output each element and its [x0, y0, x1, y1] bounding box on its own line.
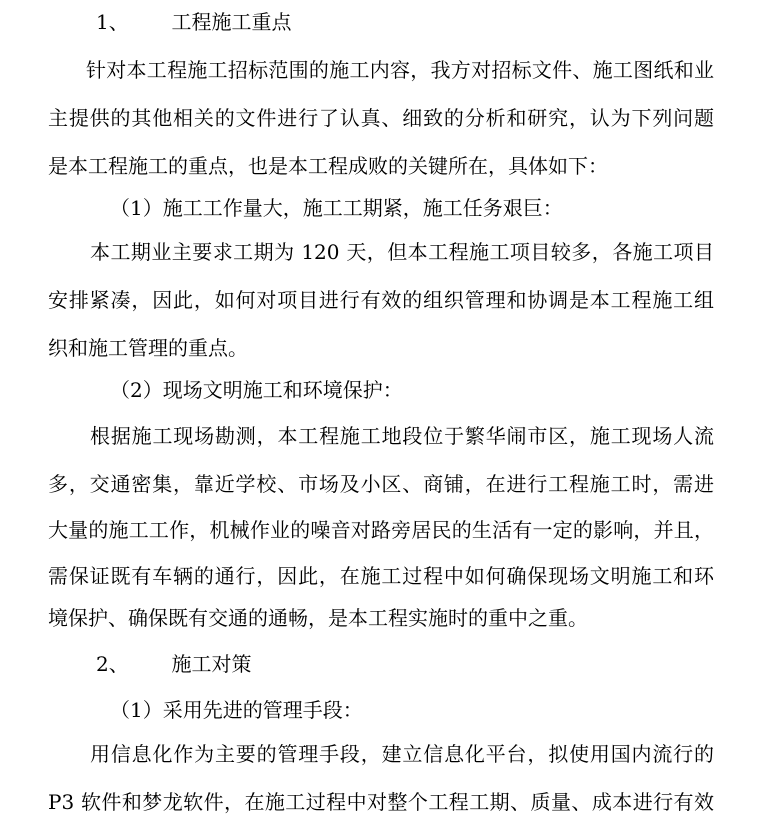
section-1-heading [96, 10, 291, 34]
section-2-title: 施工对策 [171, 652, 252, 676]
section-2-item-1-heading: （1）采用先进的管理手段： [110, 698, 363, 722]
item-2-line-4: 需保证既有车辆的通行，因此，在施工过程中如何确保现场文明施工和环 [48, 564, 714, 588]
item-1-line-1: 本工期业主要求工期为 120 天，但本工程施工项目较多，各施工项目 [90, 240, 714, 264]
section-1-number: 1、 [96, 10, 129, 34]
item-2-line-2: 多，交通密集，靠近学校、市场及小区、商铺，在进行工程施工时，需进 [48, 472, 714, 496]
section-2-item-1-line-1: 用信息化作为主要的管理手段，建立信息化平台，拟使用国内流行的 [90, 742, 714, 766]
section-1-title: 工程施工重点 [171, 10, 292, 34]
item-2-line-3: 大量的施工工作，机械作业的噪音对路旁居民的生活有一定的影响，并且， [48, 518, 714, 542]
section-2-item-1-line-2: P3 软件和梦龙软件，在施工过程中对整个工程工期、质量、成本进行有效 [48, 790, 714, 814]
item-2-line-1: 根据施工现场勘测，本工程施工地段位于繁华闹市区，施工现场人流 [90, 424, 714, 448]
section-2-heading [96, 652, 251, 676]
item-1-heading: （1）施工工作量大，施工工期紧，施工任务艰巨： [110, 196, 563, 220]
item-1-line-2: 安排紧凑，因此，如何对项目进行有效的组织管理和协调是本工程施工组 [48, 288, 714, 312]
intro-line-2: 主提供的其他相关的文件进行了认真、细致的分析和研究，认为下列问题 [48, 106, 714, 130]
item-2-heading: （2）现场文明施工和环境保护： [110, 378, 403, 402]
item-1-line-3: 织和施工管理的重点。 [48, 336, 248, 360]
item-2-line-5: 境保护、确保既有交通的通畅，是本工程实施时的重中之重。 [48, 606, 588, 630]
section-2-number: 2、 [96, 652, 129, 676]
intro-line-3: 是本工程施工的重点，也是本工程成败的关键所在，具体如下： [48, 154, 608, 178]
intro-line-1: 针对本工程施工招标范围的施工内容，我方对招标文件、施工图纸和业 [86, 58, 714, 82]
